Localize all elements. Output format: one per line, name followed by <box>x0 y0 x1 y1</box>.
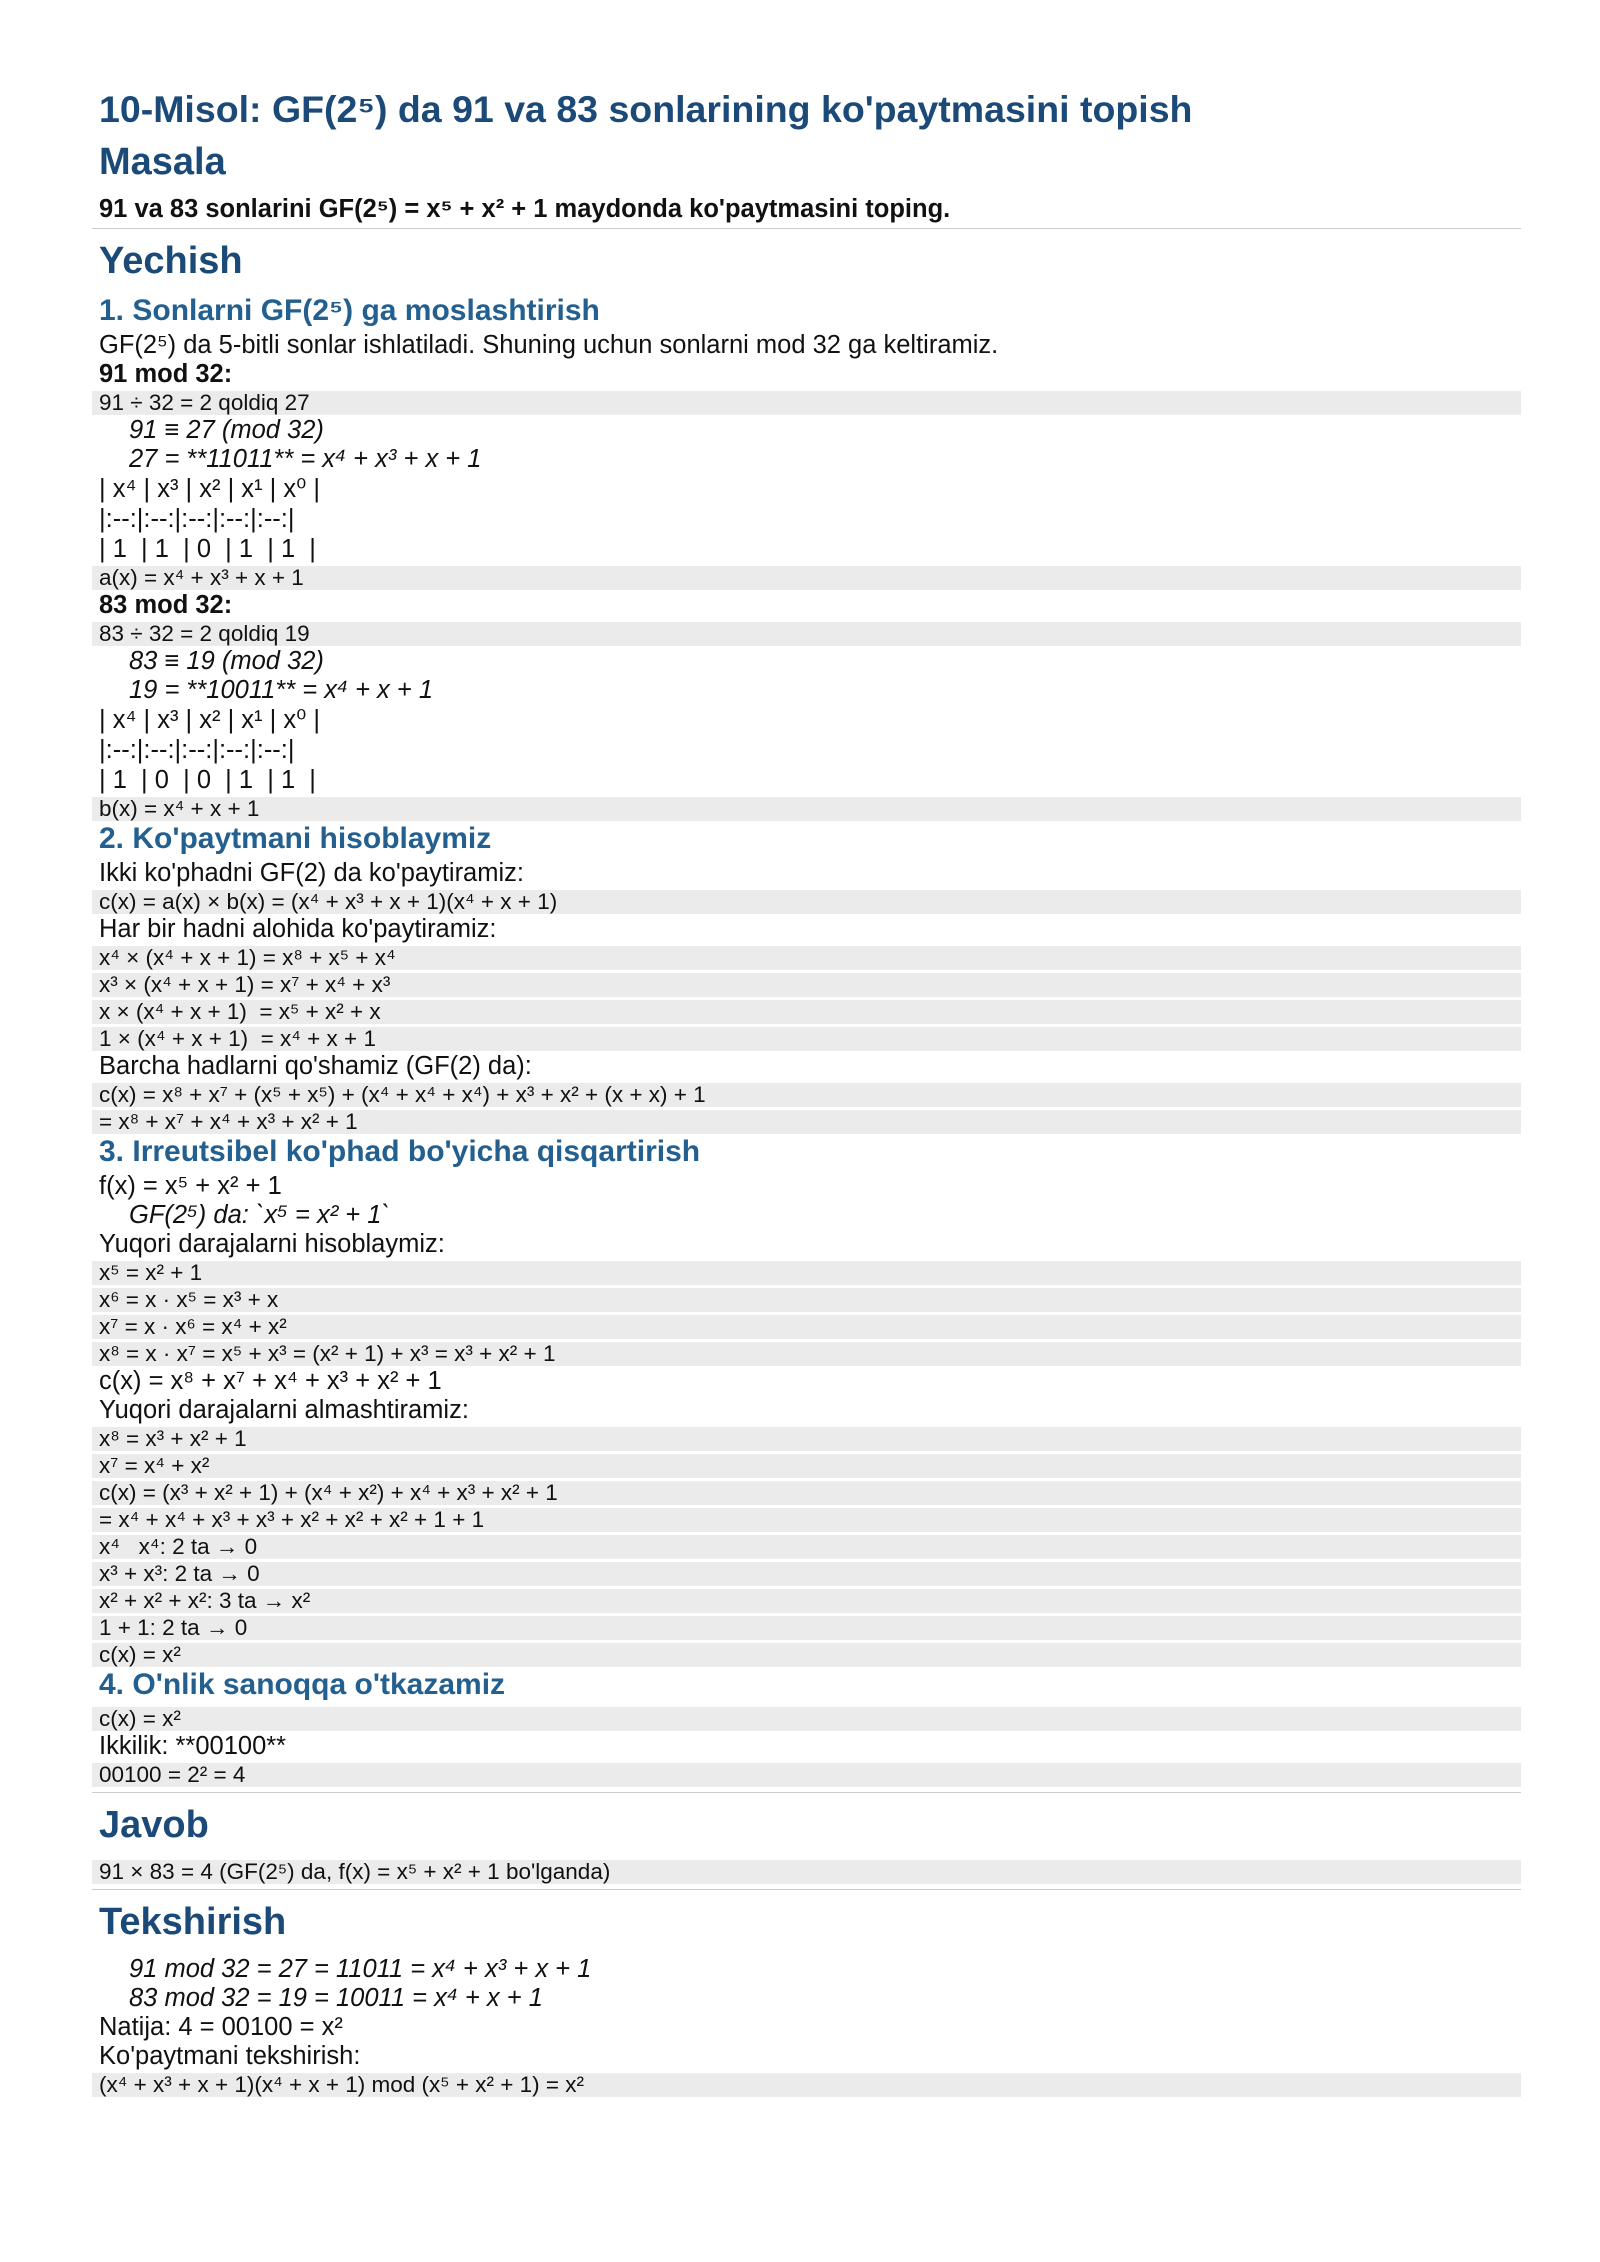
code-line: c(x) = (x³ + x² + 1) + (x⁴ + x²) + x⁴ + x³ + x² + 1 <box>92 1481 1521 1505</box>
code-line: x² + x² + x²: 3 ta → x² <box>92 1589 1521 1613</box>
text-line: Har bir hadni alohida ko'paytiramiz: <box>99 915 497 943</box>
formula-line: 83 mod 32 = 19 = 10011 = x⁴ + x + 1 <box>129 1984 543 2012</box>
table-markup-line: | 1 | 0 | 0 | 1 | 1 | <box>99 766 316 794</box>
code-line: c(x) = x² <box>92 1707 1521 1731</box>
text-line: GF(2⁵) da 5-bitli sonlar ishlatiladi. Shuning uchun sonlarni mod 32 ga keltiramiz. <box>99 331 999 359</box>
table-markup-line: |:--:|:--:|:--:|:--:|:--:| <box>99 736 295 764</box>
code-line: 1 × (x⁴ + x + 1) = x⁴ + x + 1 <box>92 1027 1521 1051</box>
table-markup-line: |:--:|:--:|:--:|:--:|:--:| <box>99 505 295 533</box>
code-line: x⁴ × (x⁴ + x + 1) = x⁸ + x⁵ + x⁴ <box>92 946 1521 970</box>
problem-statement: 91 va 83 sonlarini GF(2⁵) = x⁵ + x² + 1 maydonda ko'paytmasini toping. <box>99 195 951 223</box>
formula-line: GF(2⁵) da: `x⁵ = x² + 1` <box>129 1201 390 1229</box>
code-line: x⁸ = x · x⁷ = x⁵ + x³ = (x² + 1) + x³ = x³ + x² + 1 <box>92 1342 1521 1366</box>
code-line: (x⁴ + x³ + x + 1)(x⁴ + x + 1) mod (x⁵ + x² + 1) = x² <box>92 2073 1521 2097</box>
table-markup-line: | x⁴ | x³ | x² | x¹ | x⁰ | <box>99 475 320 503</box>
masala-heading: Masala <box>99 140 226 183</box>
section-divider <box>92 1889 1521 1890</box>
tekshirish-heading: Tekshirish <box>99 1900 287 1943</box>
code-line: x⁴ x⁴: 2 ta → 0 <box>92 1535 1521 1559</box>
formula-line: 19 = **10011** = x⁴ + x + 1 <box>129 676 434 704</box>
code-line: c(x) = x⁸ + x⁷ + (x⁵ + x⁵) + (x⁴ + x⁴ + x⁴) + x³ + x² + (x + x) + 1 <box>92 1083 1521 1107</box>
code-line: x × (x⁴ + x + 1) = x⁵ + x² + x <box>92 1000 1521 1024</box>
step-3-heading: 3. Irreutsibel ko'phad bo'yicha qisqartirish <box>99 1135 701 1168</box>
yechish-heading: Yechish <box>99 239 243 282</box>
text-line: c(x) = x⁸ + x⁷ + x⁴ + x³ + x² + 1 <box>99 1367 442 1395</box>
step-1-heading: 1. Sonlarni GF(2⁵) ga moslashtirish <box>99 294 600 327</box>
page-title: 10-Misol: GF(2⁵) da 91 va 83 sonlarining ko'paytmasini topish <box>99 88 1193 130</box>
text-line: Ikki ko'phadni GF(2) da ko'paytiramiz: <box>99 859 524 887</box>
code-line: 1 + 1: 2 ta → 0 <box>92 1616 1521 1640</box>
table-markup-line: | x⁴ | x³ | x² | x¹ | x⁰ | <box>99 706 320 734</box>
formula-line: 91 ≡ 27 (mod 32) <box>129 416 324 444</box>
code-line: x³ × (x⁴ + x + 1) = x⁷ + x⁴ + x³ <box>92 973 1521 997</box>
formula-line: 83 ≡ 19 (mod 32) <box>129 647 324 675</box>
step-2-heading: 2. Ko'paytmani hisoblaymiz <box>99 822 492 855</box>
code-line: c(x) = x² <box>92 1643 1521 1667</box>
text-line: Yuqori darajalarni almashtiramiz: <box>99 1396 469 1424</box>
text-line: Natija: 4 = 00100 = x² <box>99 2013 343 2041</box>
code-line: 00100 = 2² = 4 <box>92 1763 1521 1787</box>
bold-label: 91 mod 32: <box>99 360 233 388</box>
step-4-heading: 4. O'nlik sanoqqa o'tkazamiz <box>99 1668 506 1701</box>
answer-line: 91 × 83 = 4 (GF(2⁵) da, f(x) = x⁵ + x² + 1 bo'lganda) <box>92 1860 1521 1884</box>
code-line: x⁵ = x² + 1 <box>92 1261 1521 1285</box>
formula-line: 27 = **11011** = x⁴ + x³ + x + 1 <box>129 445 482 473</box>
text-line: Barcha hadlarni qo'shamiz (GF(2) da): <box>99 1052 532 1080</box>
code-line: = x⁴ + x⁴ + x³ + x³ + x² + x² + x² + 1 + 1 <box>92 1508 1521 1532</box>
code-line: b(x) = x⁴ + x + 1 <box>92 797 1521 821</box>
code-line: x⁸ = x³ + x² + 1 <box>92 1427 1521 1451</box>
code-line: x⁶ = x · x⁵ = x³ + x <box>92 1288 1521 1312</box>
code-line: = x⁸ + x⁷ + x⁴ + x³ + x² + 1 <box>92 1110 1521 1134</box>
javob-heading: Javob <box>99 1803 209 1846</box>
code-line: c(x) = a(x) × b(x) = (x⁴ + x³ + x + 1)(x⁴ + x + 1) <box>92 890 1521 914</box>
section-divider <box>92 1792 1521 1793</box>
code-line: x⁷ = x · x⁶ = x⁴ + x² <box>92 1315 1521 1339</box>
code-line: a(x) = x⁴ + x³ + x + 1 <box>92 566 1521 590</box>
formula-line: 91 mod 32 = 27 = 11011 = x⁴ + x³ + x + 1 <box>129 1955 592 1983</box>
table-markup-line: | 1 | 1 | 0 | 1 | 1 | <box>99 535 316 563</box>
code-line: x⁷ = x⁴ + x² <box>92 1454 1521 1478</box>
section-divider <box>92 228 1521 229</box>
text-line: f(x) = x⁵ + x² + 1 <box>99 1172 282 1200</box>
text-line: Ikkilik: **00100** <box>99 1732 287 1760</box>
code-line: x³ + x³: 2 ta → 0 <box>92 1562 1521 1586</box>
text-line: Yuqori darajalarni hisoblaymiz: <box>99 1230 445 1258</box>
code-line: 91 ÷ 32 = 2 qoldiq 27 <box>92 391 1521 415</box>
bold-label: 83 mod 32: <box>99 591 233 619</box>
text-line: Ko'paytmani tekshirish: <box>99 2042 361 2070</box>
code-line: 83 ÷ 32 = 2 qoldiq 19 <box>92 622 1521 646</box>
